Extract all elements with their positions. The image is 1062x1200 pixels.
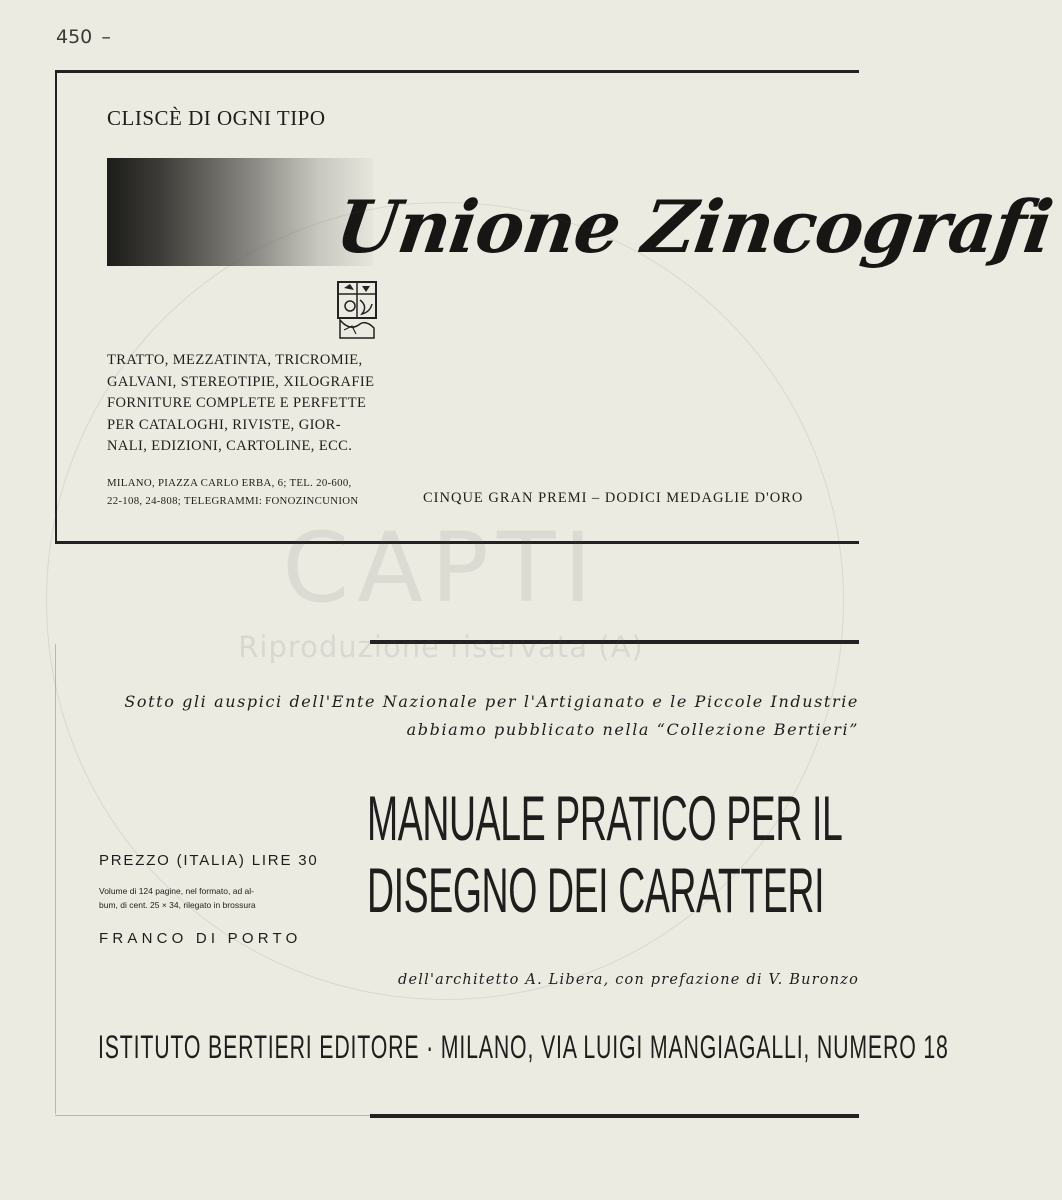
volume-line: Volume di 124 pagine, nel formato, ad al- xyxy=(99,886,254,896)
services-line: FORNITURE COMPLETE E PERFETTE xyxy=(107,395,367,411)
page-number-value: 450 xyxy=(56,26,93,48)
address-block xyxy=(107,474,358,510)
address-line: MILANO, PIAZZA CARLO ERBA, 6; TEL. 20-600, xyxy=(107,477,352,489)
auspices-line: abbiamo pubblicato nella “Collezione Bertieri” xyxy=(406,720,859,739)
zincografi-advertisement xyxy=(55,70,1058,544)
printer-emblem-icon xyxy=(336,280,382,342)
ad-bottom-border-left xyxy=(55,644,56,1114)
prizes-tagline: CINQUE GRAN PREMI – DODICI MEDAGLIE D'ORO xyxy=(423,490,804,506)
bertieri-advertisement xyxy=(55,640,949,1118)
ad-bottom-rule-top xyxy=(370,640,859,644)
address-line: 22-108, 24-808; TELEGRAMMI: FONOZINCUNION xyxy=(107,495,359,507)
book-title-line: MANUALE PRATICO PER IL xyxy=(367,784,843,855)
ad-top-border-left xyxy=(55,70,57,544)
auspices-text xyxy=(124,688,859,744)
auspices-line: Sotto gli auspici dell'Ente Nazionale per l'Artigianato e le Piccole Industrie xyxy=(124,692,859,711)
volume-description xyxy=(99,884,309,912)
services-line: NALI, EDIZIONI, CARTOLINE, ECC. xyxy=(107,438,353,454)
volume-line: bum, di cent. 25 × 34, rilegato in brossura xyxy=(99,900,256,910)
page-number-dash: – xyxy=(101,26,111,48)
author-credit: dell'architetto A. Libera, con prefazione di V. Buronzo xyxy=(398,972,859,988)
price-label: PREZZO (ITALIA) LIRE 30 xyxy=(99,852,319,869)
ad-bottom-border-bottom xyxy=(55,1115,370,1116)
shipping-note: FRANCO DI PORTO xyxy=(99,930,302,947)
ad-top-border-bottom xyxy=(55,541,859,544)
watermark-brand: CAPTI xyxy=(282,512,600,624)
watermark-notice: Riproduzione riservata (A) xyxy=(238,630,644,664)
services-line: GALVANI, STEREOTIPIE, XILOGRAFIE xyxy=(107,373,375,390)
ad-bottom-rule-bottom xyxy=(370,1114,859,1118)
services-line: TRATTO, MEZZATINTA, TRICROMIE, xyxy=(107,352,363,368)
book-title-line: DISEGNO DEI CARATTERI xyxy=(367,856,825,927)
brand-name: Unione Zincografi xyxy=(331,184,1058,269)
services-line: PER CATALOGHI, RIVISTE, GIOR- xyxy=(107,416,341,433)
ad-headline: CLISCÈ DI OGNI TIPO xyxy=(107,106,326,130)
services-list xyxy=(107,350,387,458)
page-number xyxy=(56,26,111,48)
book-title xyxy=(367,784,859,928)
ad-top-border-top xyxy=(55,70,859,73)
publisher-address: ISTITUTO BERTIERI EDITORE · MILANO, VIA LUIGI MANGIAGALLI, NUMERO 18 xyxy=(98,1028,949,1066)
